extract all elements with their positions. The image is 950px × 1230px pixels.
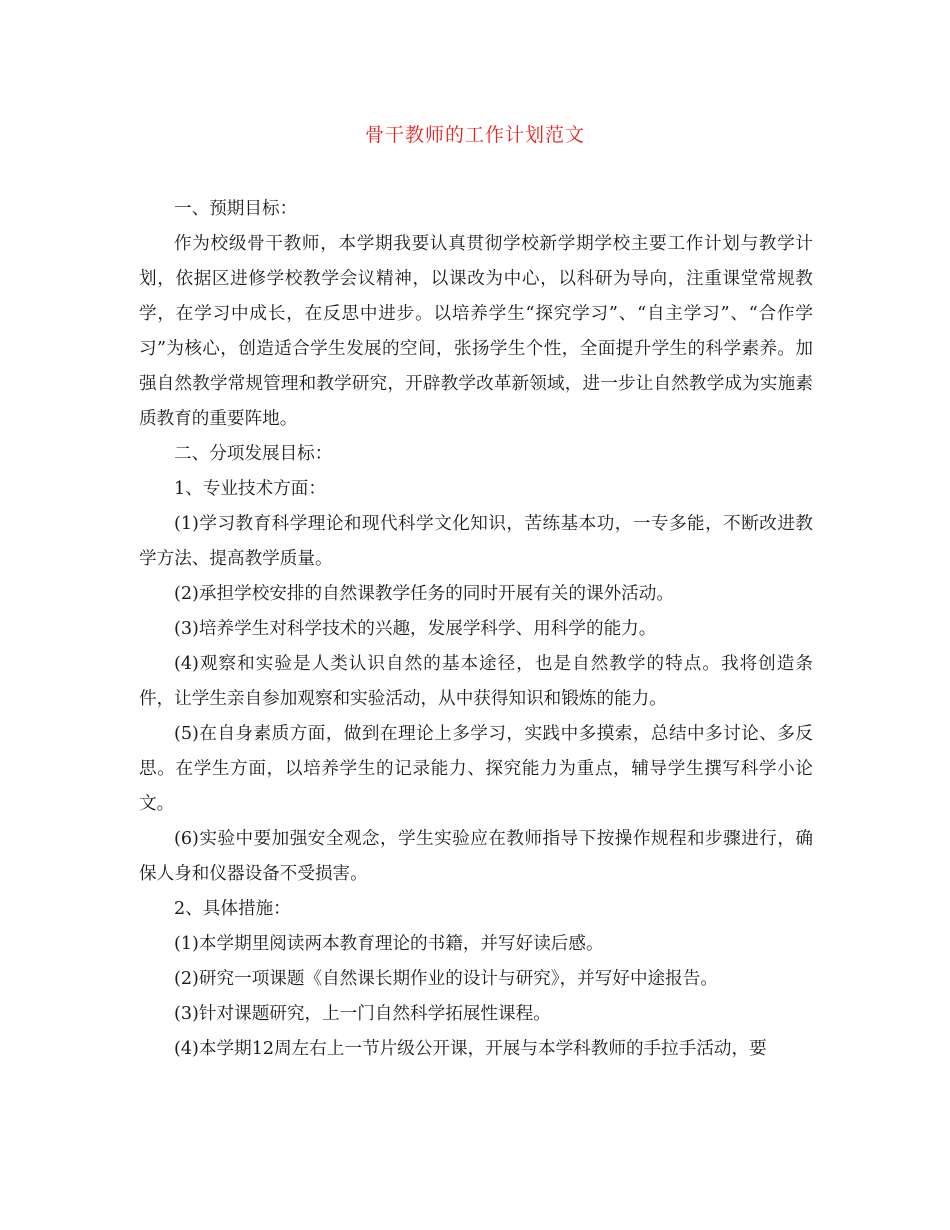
list-item: (1)学习教育科学理论和现代科学文化知识，苦练基本功，一专多能，不断改进教学方法、提高教学质量。	[139, 514, 813, 569]
subsection-heading: 1、专业技术方面：	[174, 479, 326, 499]
list-item: (1)本学期里阅读两本教育理论的书籍，并写好读后感。	[174, 934, 604, 954]
list-item: (4)观察和实验是人类认识自然的基本途径，也是自然教学的特点。我将创造条件，让学生亲自参加观察和实验活动，从中获得知识和锻炼的能力。	[139, 654, 813, 709]
list-item: (2)承担学校安排的自然课教学任务的同时开展有关的课外活动。	[174, 584, 674, 604]
list-item: (6)实验中要加强安全观念，学生实验应在教师指导下按操作规程和步骤进行，确保人身和仪器设备不受损害。	[139, 829, 813, 884]
list-item: (5)在自身素质方面，做到在理论上多学习，实践中多摸索，总结中多讨论、多反思。在学生方面，以培养学生的记录能力、探究能力为重点，辅导学生撰写科学小论文。	[139, 724, 813, 814]
document-title: 骨干教师的工作计划范文	[364, 124, 585, 146]
section-heading: 一、预期目标：	[174, 199, 298, 219]
list-item: (3)针对课题研究，上一门自然科学拓展性课程。	[174, 1004, 551, 1024]
subsection-heading: 2、具体措施：	[174, 899, 291, 919]
section-heading: 二、分项发展目标：	[174, 444, 333, 464]
list-item: (3)培养学生对科学技术的兴趣，发展学科学、用科学的能力。	[174, 619, 657, 639]
list-item: (2)研究一项课题《自然课长期作业的设计与研究》，并写好中途报告。	[174, 969, 718, 989]
paragraph: 作为校级骨干教师，本学期我要认真贯彻学校新学期学校主要工作计划与教学计划，依据区进修学校教学会议精神，以课改为中心，以科研为导向，注重课堂常规教学，在学习中成长，在反思中进步。以培养学生“探究学习”、“自主学习”、“合作学习”为核心，创造适合学生发展的空间，张扬学生个性，全面提升学生的科学素养。加强自然教学常规管理和教学研究，开辟教学改革新领域，进一步让自然教学成为实施素质教育的重要阵地。	[139, 234, 813, 429]
document-body	[139, 192, 813, 1067]
list-item: (4)本学期12周左右上一节片级公开课，开展与本学科教师的手拉手活动，要	[174, 1039, 767, 1059]
